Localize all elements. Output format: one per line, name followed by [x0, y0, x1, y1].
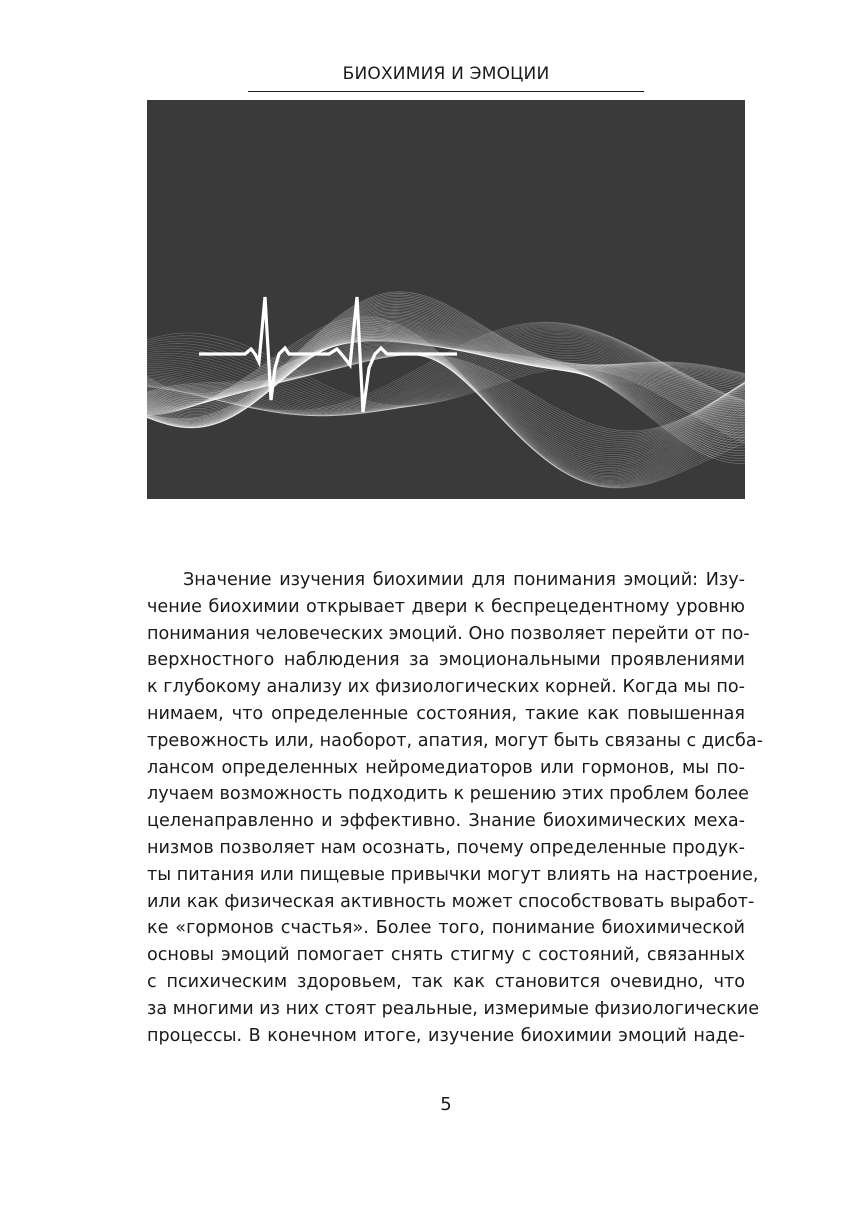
text-line: или как физическая активность может способствовать выработ- — [147, 891, 755, 912]
page-number: 5 — [440, 1094, 452, 1115]
heartbeat-wave-illustration — [147, 100, 745, 499]
wave-graphic — [147, 100, 745, 499]
text-line: верхностного наблюдения за эмоциональными проявлениями — [147, 650, 745, 671]
text-line: ты питания или пищевые привычки могут влиять на настроение, — [147, 864, 759, 885]
body-paragraph — [147, 567, 763, 1049]
text-line: целенаправленно и эффективно. Знание биохимических меха- — [147, 811, 745, 832]
text-line: лансом определенных нейромедиаторов или гормонов, мы по- — [147, 757, 745, 778]
text-line: Значение изучения биохимии для понимания эмоций: Изу- — [183, 570, 745, 590]
text-line: чение биохимии открывает двери к беспрецедентному уровню — [147, 596, 745, 617]
text-line: ке «гормонов счастья». Более того, понимание биохимической — [147, 918, 745, 939]
text-line: лучаем возможность подходить к решению этих проблем более — [147, 784, 750, 805]
header-divider — [248, 91, 644, 92]
text-line: низмов позволяет нам осознать, почему определенные продук- — [147, 837, 745, 858]
text-line: тревожность или, наоборот, апатия, могут быть связаны с дисба- — [147, 730, 763, 751]
text-line: процессы. В конечном итоге, изучение биохимии эмоций наде- — [147, 1025, 745, 1046]
running-head-title: БИОХИМИЯ И ЭМОЦИИ — [342, 64, 550, 84]
text-line: основы эмоций помогает снять стигму с состояний, связанных — [147, 945, 745, 966]
text-line: за многими из них стоят реальные, измеримые физиологические — [147, 998, 760, 1019]
text-line: к глубокому анализу их физиологических корней. Когда мы по- — [147, 677, 745, 698]
text-line: понимания человеческих эмоций. Оно позволяет перейти от по- — [147, 623, 750, 644]
text-line: с психическим здоровьем, так как становится очевидно, что — [147, 971, 745, 992]
text-line: нимаем, что определенные состояния, такие как повышенная — [147, 703, 745, 724]
